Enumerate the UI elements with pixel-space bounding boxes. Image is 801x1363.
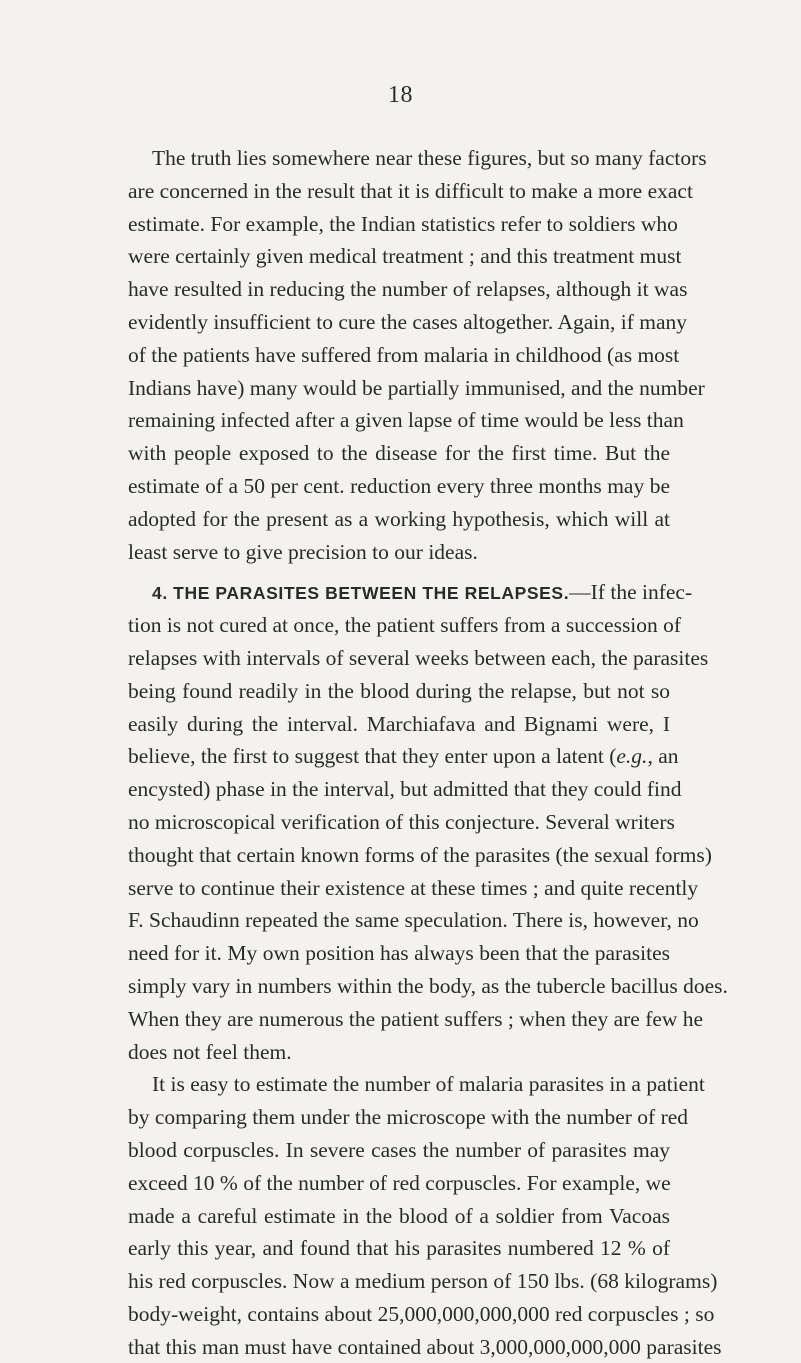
text-line: exceed 10 % of the number of red corpuscles. For example, we bbox=[128, 1170, 671, 1195]
section-heading-line bbox=[128, 576, 693, 609]
text-line: body-weight, contains about 25,000,000,000,000 red corpuscles ; so bbox=[128, 1301, 715, 1326]
text-line: made a careful estimate in the blood of a soldier from Vacoas bbox=[128, 1203, 670, 1228]
text-line: least serve to give precision to our ideas. bbox=[128, 539, 478, 564]
text-line: with people exposed to the disease for the first time. But the bbox=[128, 441, 670, 466]
text-line: remaining infected after a given lapse of time would be less than bbox=[128, 408, 684, 433]
text-line: thought that certain known forms of the parasites (the sexual forms) bbox=[128, 842, 712, 867]
text-run: , an bbox=[647, 744, 679, 769]
text-line: of the patients have suffered from malaria in childhood (as most bbox=[128, 342, 680, 367]
text-line: are concerned in the result that it is difficult to make a more exact bbox=[128, 178, 693, 203]
text-line: have resulted in reducing the number of relapses, although it was bbox=[128, 277, 688, 302]
text-line: were certainly given medical treatment ; and this treatment must bbox=[128, 244, 682, 269]
text-line: simply vary in numbers within the body, as the tubercle bacillus does. bbox=[128, 973, 728, 998]
text-line: his red corpuscles. Now a medium person of 150 lbs. (68 kilograms) bbox=[128, 1269, 718, 1294]
text-line: When they are numerous the patient suffers ; when they are few he bbox=[128, 1006, 704, 1031]
text-line: adopted for the present as a working hypothesis, which will at bbox=[128, 506, 670, 531]
text-line: easily during the interval. Marchiafava and Bignami were, I bbox=[128, 711, 670, 736]
text-line: relapses with intervals of several weeks between each, the parasites bbox=[128, 645, 709, 670]
text-line: no microscopical verification of this conjecture. Several writers bbox=[128, 809, 675, 834]
text-column bbox=[128, 142, 728, 1363]
text-line: It is easy to estimate the number of malaria parasites in a patient bbox=[152, 1072, 705, 1097]
text-line: evidently insufficient to cure the cases altogether. Again, if many bbox=[128, 309, 688, 334]
paragraph-truth-figures bbox=[128, 142, 707, 568]
text-line-eg bbox=[128, 740, 679, 773]
text-line: estimate. For example, the Indian statistics refer to soldiers who bbox=[128, 211, 678, 236]
text-line: tion is not cured at once, the patient suffers from a succession of bbox=[128, 613, 682, 638]
text-line: estimate of a 50 per cent. reduction every three months may be bbox=[128, 473, 670, 498]
text-line: serve to continue their existence at these times ; and quite recently bbox=[128, 875, 699, 900]
section-parasites-between-relapses bbox=[128, 576, 728, 1068]
text-line: need for it. My own position has always been that the parasites bbox=[128, 941, 670, 966]
section-number: 4. bbox=[152, 583, 168, 604]
text-line: early this year, and found that his parasites numbered 12 % of bbox=[128, 1236, 670, 1261]
text-line: that this man must have contained about 3,000,000,000,000 parasites bbox=[128, 1334, 722, 1359]
section-title: THE PARASITES BETWEEN THE RELAPSES. bbox=[173, 583, 570, 604]
italic-abbreviation: e.g. bbox=[616, 744, 648, 769]
paragraph-estimate-parasites bbox=[128, 1068, 722, 1363]
text-line: F. Schaudinn repeated the same speculation. There is, however, no bbox=[128, 908, 699, 933]
text-line: The truth lies somewhere near these figures, but so many factors bbox=[152, 146, 707, 170]
text-line: Indians have) many would be partially immunised, and the number bbox=[128, 375, 705, 400]
page-number: 18 bbox=[388, 82, 413, 108]
text-line: does not feel them. bbox=[128, 1039, 292, 1064]
text-line: by comparing them under the microscope with the number of red bbox=[128, 1105, 689, 1130]
section-heading-tail: —If the infec- bbox=[569, 580, 693, 605]
text-line: being found readily in the blood during the relapse, but not so bbox=[128, 678, 670, 703]
text-line: encysted) phase in the interval, but admitted that they could find bbox=[128, 777, 682, 802]
text-line: blood corpuscles. In severe cases the number of parasites may bbox=[128, 1137, 670, 1162]
text-run: believe, the first to suggest that they enter upon a latent ( bbox=[128, 744, 617, 769]
